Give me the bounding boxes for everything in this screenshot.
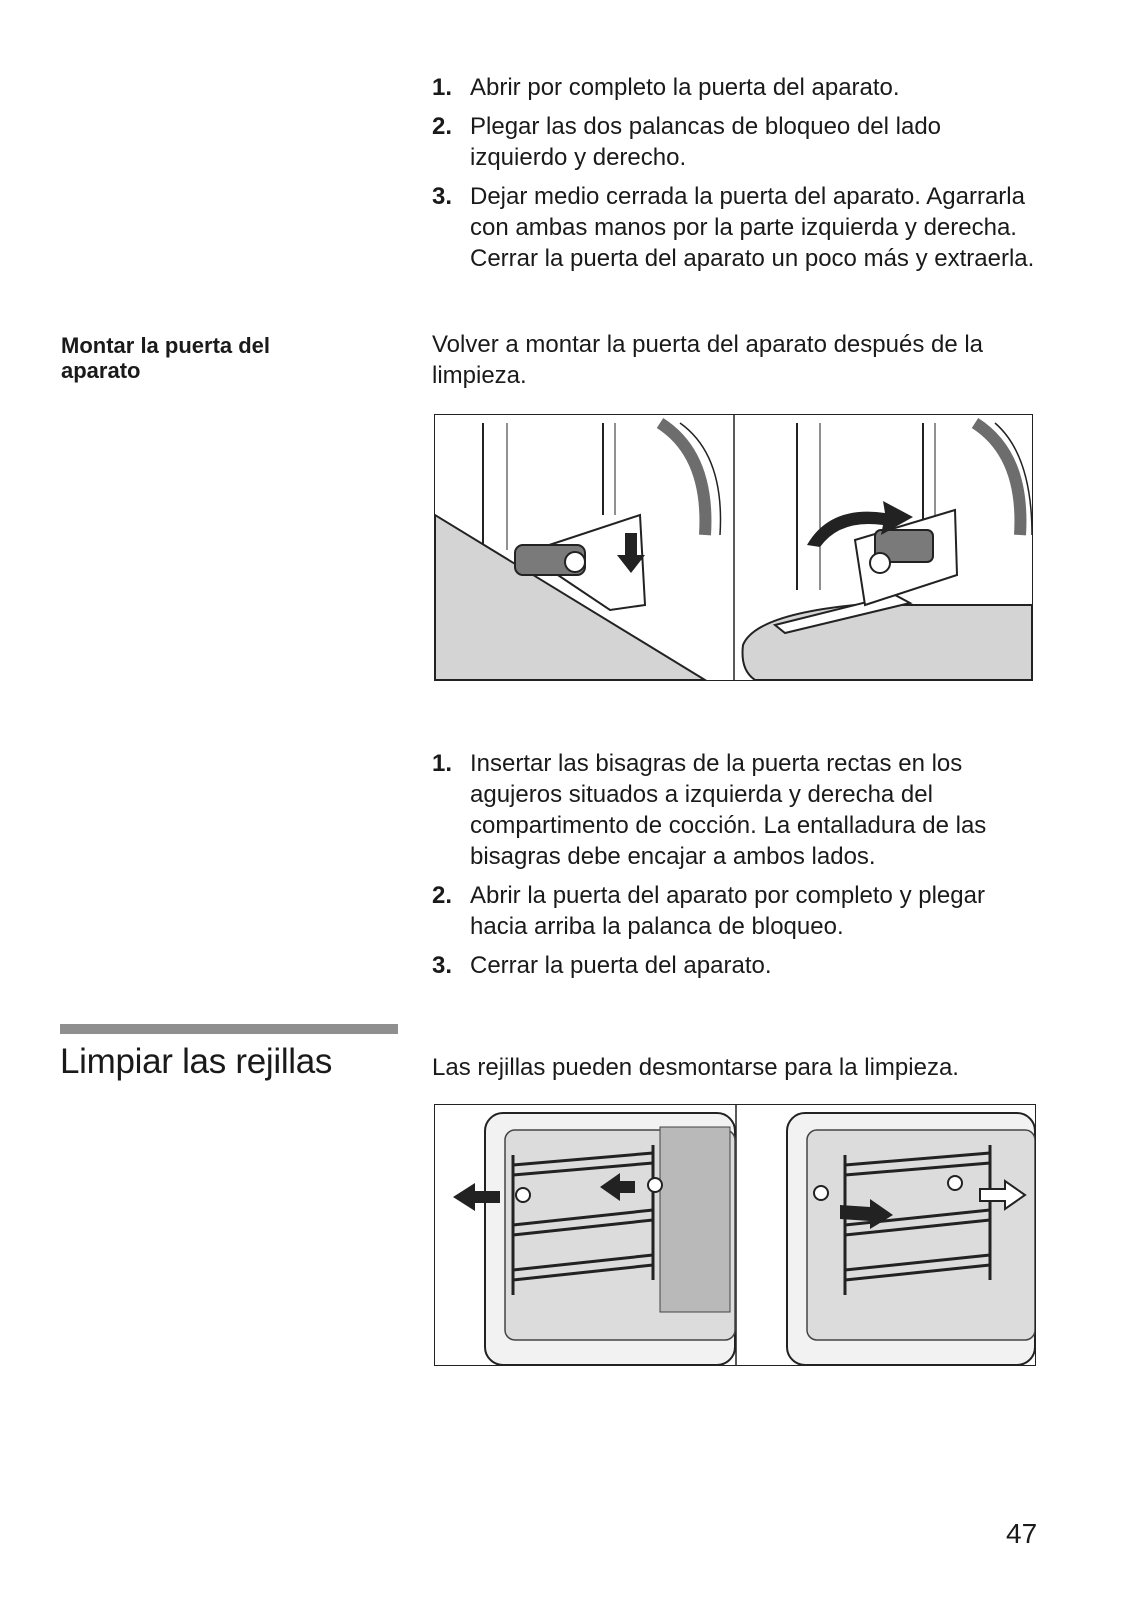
list-item	[432, 111, 1042, 173]
door-hinge-illustration	[434, 414, 1033, 681]
section-title-clean-racks: Limpiar las rejillas	[60, 1042, 333, 1081]
remove-door-steps	[432, 72, 1042, 282]
step-number: 3.	[432, 952, 453, 979]
step-text: Cerrar la puerta del aparato.	[470, 952, 772, 979]
mount-door-steps	[432, 748, 1042, 989]
list-item	[432, 880, 1042, 942]
racks-illustration	[434, 1104, 1036, 1366]
section-divider	[60, 1024, 398, 1034]
step-number: 1.	[432, 74, 453, 101]
step-text: Abrir la puerta del aparato por completo y plegar hacia arriba la palanca de bloqueo.	[470, 882, 985, 940]
list-item	[432, 72, 1042, 103]
racks-intro: Las rejillas pueden desmontarse para la limpieza.	[432, 1054, 959, 1081]
list-item	[432, 181, 1042, 274]
step-text: Abrir por completo la puerta del aparato.	[470, 74, 900, 101]
step-number: 2.	[432, 113, 453, 140]
page-number: 47	[1006, 1518, 1038, 1549]
mount-intro: Volver a montar la puerta del aparato después de la limpieza.	[432, 331, 984, 389]
step-number: 2.	[432, 882, 453, 909]
step-number: 3.	[432, 183, 453, 210]
step-number: 1.	[432, 750, 453, 777]
side-heading-mount-door: Montar la puerta del aparato	[61, 333, 271, 383]
list-item	[432, 950, 1042, 981]
step-text: Plegar las dos palancas de bloqueo del lado izquierdo y derecho.	[470, 113, 942, 171]
list-item	[432, 748, 1042, 872]
step-text: Dejar medio cerrada la puerta del aparato. Agarrarla con ambas manos por la parte izquierda y derecha. Cerrar la puerta del aparato un poco más y extraerla.	[470, 183, 1035, 272]
step-text: Insertar las bisagras de la puerta rectas en los agujeros situados a izquierda y derecha del compartimento de cocción. La entalladura de las bisagras debe encajar a ambos lados.	[470, 750, 987, 870]
